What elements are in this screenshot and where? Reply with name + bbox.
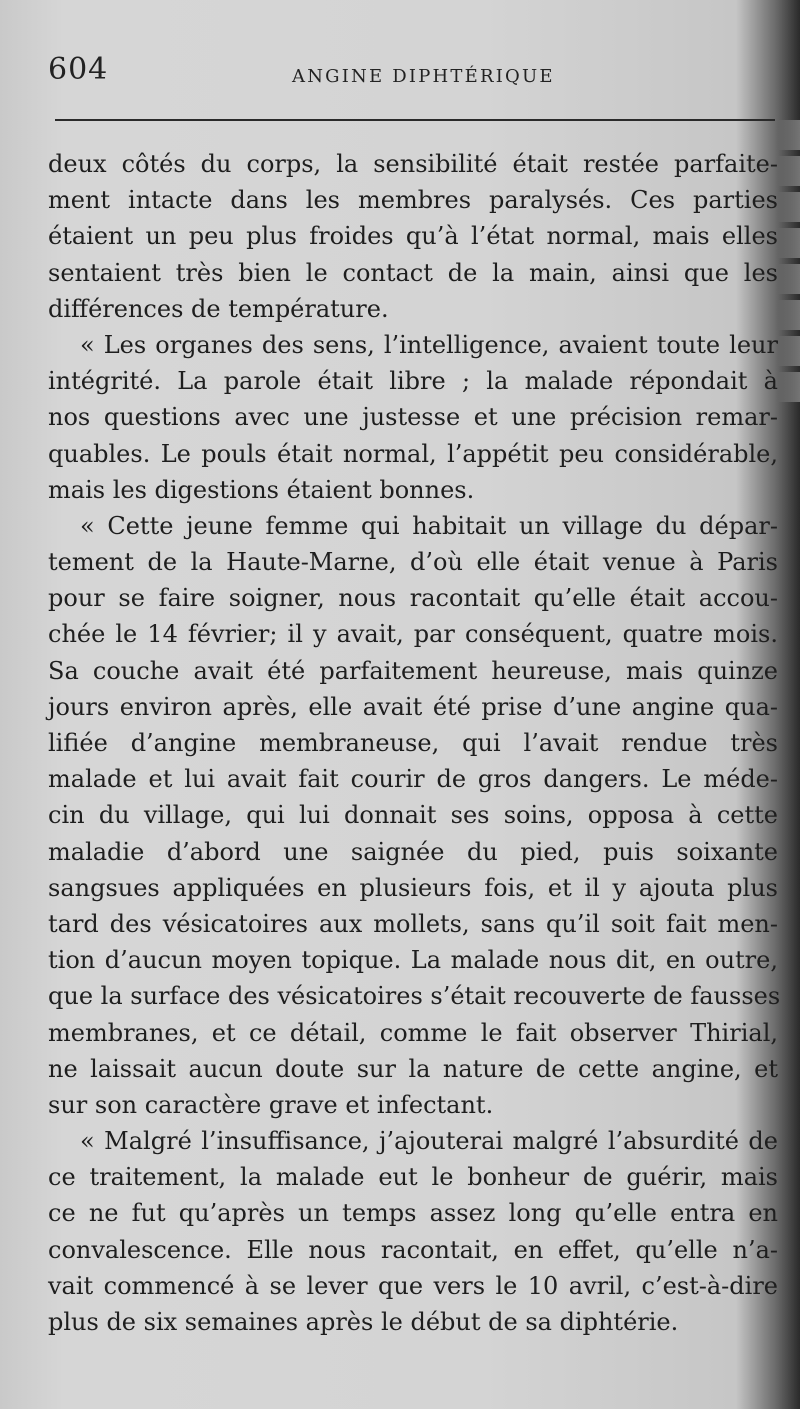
text-line: « Malgré l’insuffisance, j’ajouterai malgré l’absurdité de <box>80 1127 778 1156</box>
text-line: quables. Le pouls était normal, l’appétit peu considérable, <box>48 439 778 468</box>
text-line: cin du village, qui lui donnait ses soins, opposa à cette <box>48 801 778 830</box>
text-line: étaient un peu plus froides qu’à l’état normal, mais elles <box>48 222 778 251</box>
page-number: 604 <box>48 52 109 87</box>
text-line: que la surface des vésicatoires s’était recouverte de fausses <box>48 982 781 1011</box>
facing-page-edge <box>778 120 800 740</box>
text-line: tard des vésicatoires aux mollets, sans qu’il soit fait men- <box>48 909 778 938</box>
header-rule <box>55 119 775 121</box>
text-line: maladie d’abord une saignée du pied, puis soixante <box>48 837 778 866</box>
text-line: ce ne fut qu’après un temps assez long qu’elle entra en <box>48 1199 778 1228</box>
text-line: tement de la Haute-Marne, d’où elle était venue à Paris <box>48 548 778 577</box>
text-line: Sa couche avait été parfaitement heureuse, mais quinze <box>48 656 778 685</box>
running-head: ANGINE DIPHTÉRIQUE <box>292 66 555 87</box>
text-line: malade et lui avait fait courir de gros dangers. Le méde- <box>48 765 778 794</box>
text-line: intégrité. La parole était libre ; la malade répondait à <box>48 367 778 396</box>
text-line: « Les organes des sens, l’intelligence, avaient toute leur <box>80 330 778 359</box>
text-line: jours environ après, elle avait été prise d’une angine qua- <box>48 692 778 721</box>
text-line: « Cette jeune femme qui habitait un village du dépar- <box>80 511 778 540</box>
text-line: convalescence. Elle nous racontait, en effet, qu’elle n’a- <box>48 1235 778 1264</box>
text-line: pour se faire soigner, nous racontait qu’elle était accou- <box>48 584 778 613</box>
text-line: deux côtés du corps, la sensibilité était restée parfaite- <box>48 150 778 178</box>
text-line: sur son caractère grave et infectant. <box>48 1090 494 1119</box>
body-text <box>48 146 781 1340</box>
text-line: mais les digestions étaient bonnes. <box>48 475 475 504</box>
text-line: sangsues appliquées en plusieurs fois, et il y ajouta plus <box>48 873 778 902</box>
text-line: ment intacte dans les membres paralysés. Ces parties <box>48 186 778 215</box>
text-line: ce traitement, la malade eut le bonheur de guérir, mais <box>48 1163 778 1192</box>
text-line: tion d’aucun moyen topique. La malade nous dit, en outre, <box>48 946 778 975</box>
text-line: nos questions avec une justesse et une précision remar- <box>48 403 778 432</box>
text-line: lifiée d’angine membraneuse, qui l’avait rendue très <box>48 729 778 757</box>
text-line: ne laissait aucun doute sur la nature de cette angine, et <box>48 1054 778 1083</box>
text-line: chée le 14 février; il y avait, par conséquent, quatre mois. <box>48 620 778 649</box>
text-line: sentaient très bien le contact de la main, ainsi que les <box>48 258 778 287</box>
text-line: plus de six semaines après le début de sa diphtérie. <box>48 1308 679 1336</box>
text-line: vait commencé à se lever que vers le 10 avril, c’est-à-dire <box>48 1271 778 1300</box>
text-line: membranes, et ce détail, comme le fait observer Thirial, <box>48 1018 778 1047</box>
text-line: différences de température. <box>48 294 389 323</box>
